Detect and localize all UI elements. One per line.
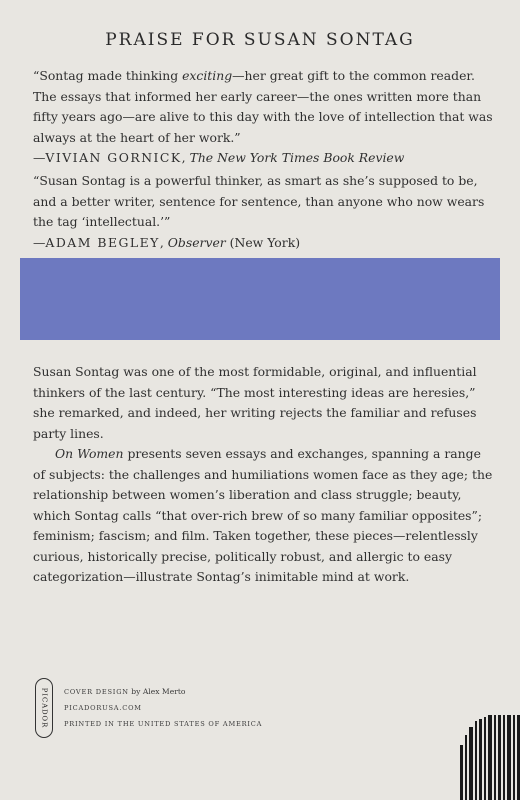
attribution-separator: , (181, 150, 190, 165)
attribution-dash: — (33, 234, 46, 250)
cover-designer: by Alex Merto (128, 687, 186, 696)
book-title: On Women (55, 446, 124, 461)
cover-design-credit (64, 684, 262, 700)
description-paragraph-2 (33, 444, 493, 588)
quote-text-end: —her great gift to the common reader. The essays that informed her early career—the ones written more than fifty years ago—are alive to this day with the love of intellection that was always at the heart of her work.” (33, 68, 493, 145)
quote-gornick (33, 66, 493, 169)
picador-logo (35, 678, 53, 738)
attribution-location: (New York) (225, 234, 301, 250)
printed-in: PRINTED IN THE UNITED STATES OF AMERICA (64, 720, 263, 728)
book-description (33, 362, 493, 588)
attribution-name: ADAM BEGLEY (45, 234, 160, 250)
description-paragraph-2-text: presents seven essays and exchanges, spanning a range of subjects: the challenges and humiliations women face as they age; the relationship between women’s liberation and class struggle; beauty, which Sontag calls “that over-rich brew of so many familiar opposites”; feminism; fascism; and film. Taken together, these pieces—relentlessly curious, historically precise, politically robust, and allergic to easy categorization—illustrate Sontag’s inimitable mind at work. (33, 446, 493, 584)
description-paragraph-1: Susan Sontag was one of the most formidable, original, and influential thinkers of the last century. “The most interesting ideas are heresies,” she remarked, and indeed, her writing rejects the familiar and refuses party lines. (33, 364, 477, 441)
quote-attribution (33, 148, 493, 169)
publisher-website: PICADORUSA.COM (64, 704, 142, 712)
barcode-stripes-icon (455, 715, 520, 800)
attribution-separator: , (159, 234, 168, 250)
credits (64, 684, 262, 732)
logo-text: PICADOR (40, 687, 49, 729)
attribution-publication: Observer (167, 234, 226, 250)
color-band (20, 258, 500, 340)
attribution-publication: The New York Times Book Review (189, 150, 405, 165)
quote-text: “Susan Sontag is a powerful thinker, as smart as she’s supposed to be, and a better writer, sentence for sentence, than anyone who now wears the tag ‘intellectual.’” (33, 173, 485, 229)
barcode-corner (455, 715, 520, 800)
quote-emphasis: exciting (182, 68, 233, 83)
quote-begley (33, 171, 493, 253)
attribution-dash: — (33, 150, 46, 165)
quote-text-start: “Sontag made thinking (33, 68, 183, 83)
praise-heading: PRAISE FOR SUSAN SONTAG (105, 30, 415, 50)
cover-design-label: COVER DESIGN (64, 688, 129, 696)
attribution-name: VIVIAN GORNICK (45, 150, 182, 165)
quote-attribution (33, 233, 493, 254)
